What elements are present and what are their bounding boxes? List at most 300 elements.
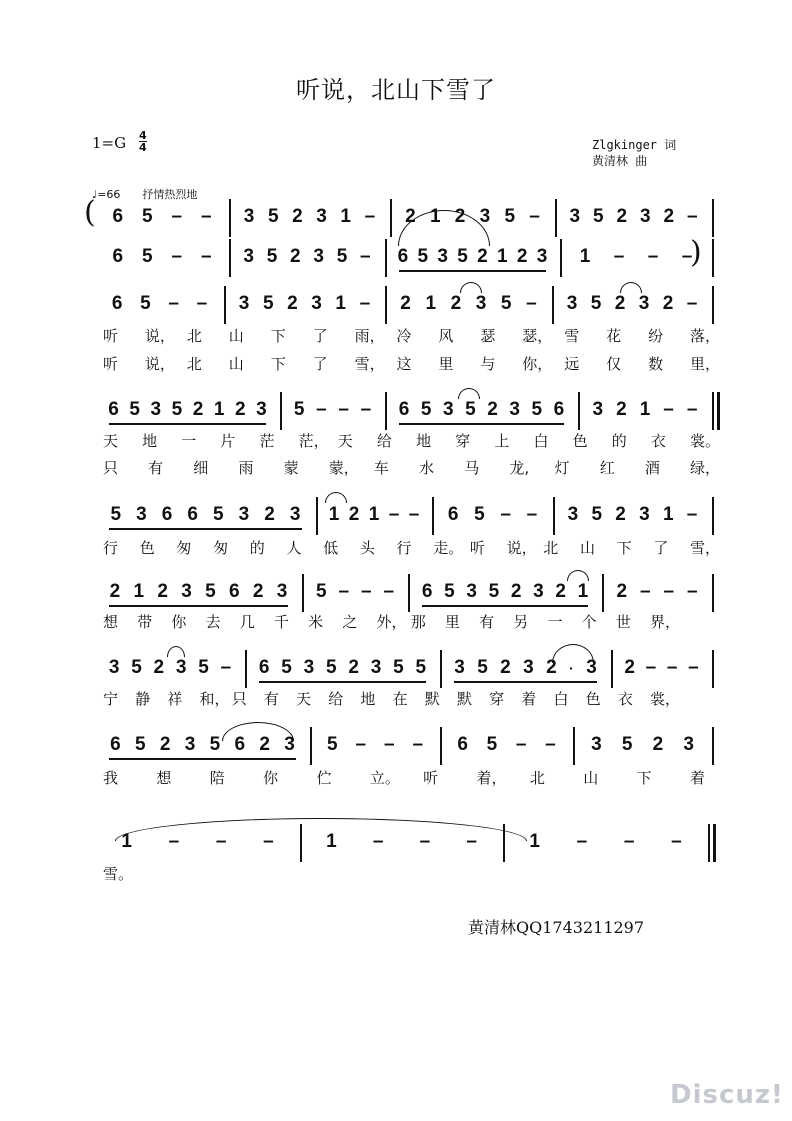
lyric-char: 你，: [522, 355, 553, 373]
dash-note: –: [686, 504, 698, 525]
note: 1: [577, 581, 589, 602]
dash-note: –: [359, 293, 371, 314]
note: 3: [289, 504, 301, 525]
note: 5: [477, 657, 488, 678]
note: 1: [368, 504, 380, 525]
tempo-marking: [92, 186, 197, 202]
lyric-char: 马: [464, 459, 480, 477]
note: 1: [639, 399, 651, 420]
slur-arc: [222, 722, 294, 741]
note: 2: [477, 246, 488, 267]
note: 3: [479, 206, 491, 227]
lyric-char: 白: [533, 432, 549, 450]
lyric-char: 远: [564, 355, 580, 373]
watermark-logo: Discuz!: [670, 1080, 784, 1110]
lyric-char: 衣: [617, 690, 633, 708]
lyric-char: 人: [286, 539, 302, 557]
barline: [432, 497, 434, 535]
note: 2: [516, 246, 528, 267]
dash-note: –: [338, 399, 349, 420]
dash-note: –: [383, 734, 395, 755]
barline: [280, 392, 282, 430]
note: 5: [465, 399, 476, 420]
note: 6: [112, 246, 124, 267]
note: 2: [614, 293, 626, 314]
barline: [229, 239, 231, 277]
lyric-char: 着，: [476, 769, 507, 787]
lyric-char: 裳。: [690, 432, 721, 450]
note: 6: [397, 246, 409, 267]
lyric-char: 陪: [209, 769, 225, 787]
dash-note: –: [623, 831, 635, 852]
note: 3: [639, 504, 650, 525]
lyric-char: 茫: [259, 432, 275, 450]
note: 5: [420, 399, 432, 420]
beam-underline: [109, 758, 296, 760]
note: 5: [140, 293, 151, 314]
note: 2: [487, 399, 498, 420]
lyric-char: 北: [543, 539, 559, 557]
lyric-line: [0, 430, 792, 452]
lyric-char: 龙,: [509, 459, 530, 477]
lyric-char: 北: [186, 327, 202, 345]
signature: 黄清林QQ1743211297: [468, 918, 645, 937]
lyric-char: 的: [249, 539, 265, 557]
lyric-char: 千: [273, 613, 289, 631]
lyric-char: 听: [469, 539, 485, 557]
note: 5: [135, 734, 146, 755]
lyric-char: 一: [181, 432, 197, 450]
note: 3: [243, 246, 254, 267]
lyric-char: 带: [137, 613, 153, 631]
lyric-line: [0, 537, 792, 559]
barline: [712, 239, 714, 277]
note: 5: [504, 206, 516, 227]
lyric-char: 只: [103, 459, 119, 477]
note: 3: [303, 657, 315, 678]
lyric-char: 走。: [433, 539, 464, 557]
note: 5: [531, 399, 543, 420]
lyric-char: 片: [220, 432, 236, 450]
lyric-char: 界，: [650, 613, 681, 631]
dash-note: –: [196, 293, 208, 314]
lyric-char: 茫，: [298, 432, 329, 450]
dash-note: –: [200, 246, 212, 267]
barline: [553, 497, 555, 535]
lyric-char: 了: [653, 539, 669, 557]
lyric-char: 只: [231, 690, 247, 708]
barline: [302, 574, 304, 612]
lyric-char: 地: [416, 432, 432, 450]
lyric-char: 你: [171, 613, 187, 631]
lyric-char: 雪，: [690, 539, 721, 557]
dash-note: –: [466, 831, 477, 852]
note: 6: [447, 504, 459, 525]
lyric-char: 天: [296, 690, 312, 708]
note: 3: [370, 657, 382, 678]
note: 5: [417, 246, 429, 267]
note: 5: [488, 581, 500, 602]
lyric-char: 山: [228, 355, 244, 373]
dash-note: –: [364, 206, 376, 227]
note: 5: [415, 657, 427, 678]
lyric-char: 蒙，: [328, 459, 359, 477]
lyric-char: 水: [419, 459, 435, 477]
note: 2: [616, 206, 628, 227]
note: 3: [256, 399, 267, 420]
lyric-char: 里: [444, 613, 460, 631]
key-signature: 1=G: [92, 134, 127, 152]
barline: [385, 286, 387, 324]
dash-note: –: [688, 657, 699, 678]
dash-note: –: [686, 293, 698, 314]
lyric-char: 了: [312, 327, 328, 345]
repeat-close-paren: ): [690, 235, 702, 270]
barline: [245, 650, 247, 688]
dash-note: –: [263, 831, 274, 852]
lyric-char: 的: [611, 432, 627, 450]
dash-note: –: [666, 657, 678, 678]
note: 2: [405, 206, 416, 227]
lyric-char: 里，: [690, 355, 721, 373]
note: 2: [616, 581, 628, 602]
note: 5: [590, 293, 602, 314]
barline: [611, 650, 613, 688]
note: 6: [110, 734, 121, 755]
note: 5: [141, 206, 153, 227]
note: 3: [638, 293, 650, 314]
note: 3: [238, 504, 250, 525]
note: 3: [181, 581, 192, 602]
note: 3: [683, 734, 694, 755]
measure: [563, 205, 704, 249]
lyric-char: 我: [103, 769, 119, 787]
note: 5: [213, 504, 224, 525]
lyric-line: [0, 767, 792, 789]
lyric-char: 给: [328, 690, 344, 708]
lyric-line: [0, 688, 792, 710]
note: 3: [586, 657, 597, 678]
dot-mark: ·: [569, 660, 574, 676]
note: 3: [175, 657, 187, 678]
lyric-char: 听: [423, 769, 439, 787]
lyric-line: [0, 611, 792, 633]
barline: [310, 727, 312, 765]
lyric-char: 立。: [369, 769, 400, 787]
lyric-char: 祥: [167, 690, 183, 708]
score-system: [0, 235, 792, 289]
dash-note: –: [168, 831, 180, 852]
dash-note: –: [412, 734, 424, 755]
note: 2: [616, 399, 627, 420]
lyric-char: 花: [606, 327, 622, 345]
lyric-char: 说，: [144, 355, 175, 373]
lyric-char: 仅: [606, 355, 622, 373]
note: 5: [209, 734, 221, 755]
note: 3: [276, 581, 288, 602]
note: 2: [454, 206, 466, 227]
lyric-char: 色: [139, 539, 155, 557]
lyric-char: 米: [308, 613, 324, 631]
dash-note: –: [355, 734, 367, 755]
lyric-char: 给: [376, 432, 392, 450]
barline: [560, 239, 562, 277]
note: 6: [398, 399, 410, 420]
lyric-line: [0, 325, 792, 347]
lyric-char: 个: [581, 613, 597, 631]
lyric-char: 车: [373, 459, 389, 477]
lyric-char: 在: [392, 690, 408, 708]
lyric-char: 雪: [564, 327, 580, 345]
composer: 黄清林 曲: [592, 154, 648, 168]
lyric-char: 有: [479, 613, 495, 631]
note: 2: [348, 657, 359, 678]
note: 3: [569, 206, 581, 227]
lyric-char: 与: [480, 355, 496, 373]
lyric-char: 去: [205, 613, 221, 631]
lyric-char: 下: [636, 769, 652, 787]
dash-note: –: [639, 581, 651, 602]
lyric-char: 瑟: [480, 327, 496, 345]
note: 6: [161, 504, 173, 525]
lyric-char: 了: [312, 355, 328, 373]
note: 5: [266, 246, 278, 267]
dash-note: –: [500, 504, 511, 525]
note: 1: [213, 399, 225, 420]
note: 3: [454, 657, 465, 678]
lyric-char: 雨，: [354, 327, 385, 345]
dash-note: –: [215, 831, 227, 852]
dash-note: –: [576, 831, 588, 852]
dash-note: –: [686, 581, 698, 602]
lyric-char: 匆: [176, 539, 192, 557]
lyric-char: 红: [599, 459, 615, 477]
note: 2: [662, 293, 674, 314]
note: 3: [592, 399, 604, 420]
lyric-char: 衣: [650, 432, 666, 450]
dash-note: –: [526, 504, 538, 525]
note: 2: [252, 581, 264, 602]
dash-note: –: [663, 581, 675, 602]
beam-underline: [109, 528, 302, 530]
expression-mark: 抒情热烈地: [142, 188, 198, 201]
note: 5: [474, 504, 485, 525]
lyric-char: 宁: [103, 690, 119, 708]
note: 3: [284, 734, 295, 755]
dash-note: –: [383, 581, 395, 602]
lyric-char: 着: [690, 769, 706, 787]
note: 1: [425, 293, 437, 314]
lyric-char: 里: [438, 355, 454, 373]
note: 3: [475, 293, 487, 314]
lyric-line: [0, 457, 792, 479]
note: 5: [293, 399, 305, 420]
barline: [712, 392, 714, 430]
note: 5: [129, 399, 140, 420]
dash-note: –: [515, 734, 527, 755]
lyric-char: 说，: [506, 539, 537, 557]
note: 2: [287, 293, 298, 314]
note: 2: [259, 734, 270, 755]
lyric-char: 几: [239, 613, 255, 631]
note: 3: [639, 206, 651, 227]
lyric-char: 之: [342, 613, 358, 631]
slur-arc: [567, 570, 589, 581]
note: 5: [444, 581, 455, 602]
lyric-char: 瑟，: [522, 327, 553, 345]
lyric-char: 有: [263, 690, 279, 708]
note: 5: [198, 657, 209, 678]
note: 6: [187, 504, 198, 525]
final-barline: [713, 824, 716, 862]
lyric-char: 雪，: [354, 355, 385, 373]
dash-note: –: [360, 246, 371, 267]
note: 2: [663, 206, 675, 227]
lyric-char: 那: [410, 613, 426, 631]
note: 2: [157, 581, 168, 602]
dash-note: –: [200, 206, 212, 227]
time-top: 4: [139, 129, 147, 142]
lyric-char: 下: [270, 327, 286, 345]
lyricist: Zlgkinger 词: [592, 138, 677, 152]
lyric-char: 纷: [648, 327, 664, 345]
note: 5: [486, 734, 498, 755]
dash-note: –: [372, 831, 384, 852]
lyric-char: 和，: [199, 690, 230, 708]
note: 2: [109, 581, 121, 602]
barline: [573, 727, 575, 765]
note: 5: [281, 657, 292, 678]
note: 5: [326, 734, 338, 755]
slur-arc: [167, 646, 185, 657]
note: 3: [238, 293, 250, 314]
note: 2: [292, 206, 303, 227]
lyric-char: 地: [360, 690, 376, 708]
lyric-char: 听: [103, 355, 119, 373]
barline: [712, 286, 714, 324]
lyric-char: 默: [424, 690, 440, 708]
note: 3: [591, 734, 602, 755]
note: 1: [529, 831, 540, 852]
lyric-char: 穿: [455, 432, 471, 450]
barline: [385, 392, 387, 430]
note: 2: [546, 657, 557, 678]
dash-note: –: [529, 206, 540, 227]
song-title: 听说，北山下雪了: [296, 76, 496, 104]
note: 3: [509, 399, 520, 420]
note: 6: [234, 734, 246, 755]
lyric-char: 伫: [316, 769, 332, 787]
note: 3: [311, 293, 322, 314]
note: 2: [555, 581, 566, 602]
note: 2: [500, 657, 511, 678]
note: 6: [111, 293, 123, 314]
lyric-char: 默: [456, 690, 472, 708]
lyric-char: 色: [572, 432, 588, 450]
note: 1: [121, 831, 132, 852]
note: 6: [457, 734, 468, 755]
note: 5: [457, 246, 468, 267]
note: 3: [184, 734, 196, 755]
lyric-char: 另: [513, 613, 529, 631]
beam-underline: [109, 423, 266, 425]
slur-arc: [115, 818, 527, 841]
measure: [237, 205, 382, 249]
note: 5: [621, 734, 633, 755]
note: 3: [108, 657, 120, 678]
note: 5: [591, 504, 603, 525]
note: 5: [592, 206, 604, 227]
note: 3: [466, 581, 477, 602]
dash-note: –: [360, 399, 372, 420]
note: 6: [229, 581, 240, 602]
note: 5: [500, 293, 512, 314]
barline: [385, 239, 387, 277]
lyric-char: 风: [438, 327, 454, 345]
lyric-char: 灯: [554, 459, 570, 477]
note: 3: [443, 399, 454, 420]
beam-underline: [399, 423, 564, 425]
note: 1: [662, 504, 674, 525]
lyric-char: 酒: [644, 459, 660, 477]
note: 5: [267, 206, 279, 227]
dash-note: –: [686, 399, 698, 420]
note: 1: [133, 581, 145, 602]
dash-note: –: [613, 246, 625, 267]
note: 3: [536, 246, 548, 267]
barline: [712, 727, 714, 765]
lyric-char: 山: [228, 327, 244, 345]
barline: [555, 199, 557, 237]
note: 3: [313, 246, 324, 267]
lyric-char: 低: [323, 539, 339, 557]
lyric-char: 头: [359, 539, 375, 557]
dash-note: –: [663, 399, 674, 420]
measure: [103, 245, 221, 289]
lyric-char: 你: [263, 769, 279, 787]
dash-note: –: [671, 831, 682, 852]
lyric-char: 地: [142, 432, 158, 450]
note: 3: [150, 399, 162, 420]
lyric-char: 下: [270, 355, 286, 373]
barline: [224, 286, 226, 324]
note: 5: [205, 581, 216, 602]
barline: [440, 650, 442, 688]
note: 3: [316, 206, 327, 227]
repeat-open-paren: (: [84, 195, 96, 230]
barline: [552, 286, 554, 324]
lyric-char: 山: [583, 769, 599, 787]
time-bottom: 4: [139, 141, 147, 154]
dash-note: –: [419, 831, 431, 852]
note: 1: [340, 206, 351, 227]
note: 1: [326, 831, 337, 852]
tempo-value: ♩=66: [92, 188, 121, 201]
lyric-char: 北: [186, 355, 202, 373]
lyric-char: 山: [579, 539, 595, 557]
note: 6: [112, 206, 124, 227]
note: 1: [497, 246, 508, 267]
score-system: [0, 195, 792, 249]
lyric-char: 匆: [213, 539, 229, 557]
lyric-char: 北: [529, 769, 545, 787]
lyric-char: 听: [103, 327, 119, 345]
lyric-char: 行: [103, 539, 119, 557]
note: 3: [523, 657, 534, 678]
dash-note: –: [338, 581, 350, 602]
dash-note: –: [545, 734, 556, 755]
barline: [602, 574, 604, 612]
